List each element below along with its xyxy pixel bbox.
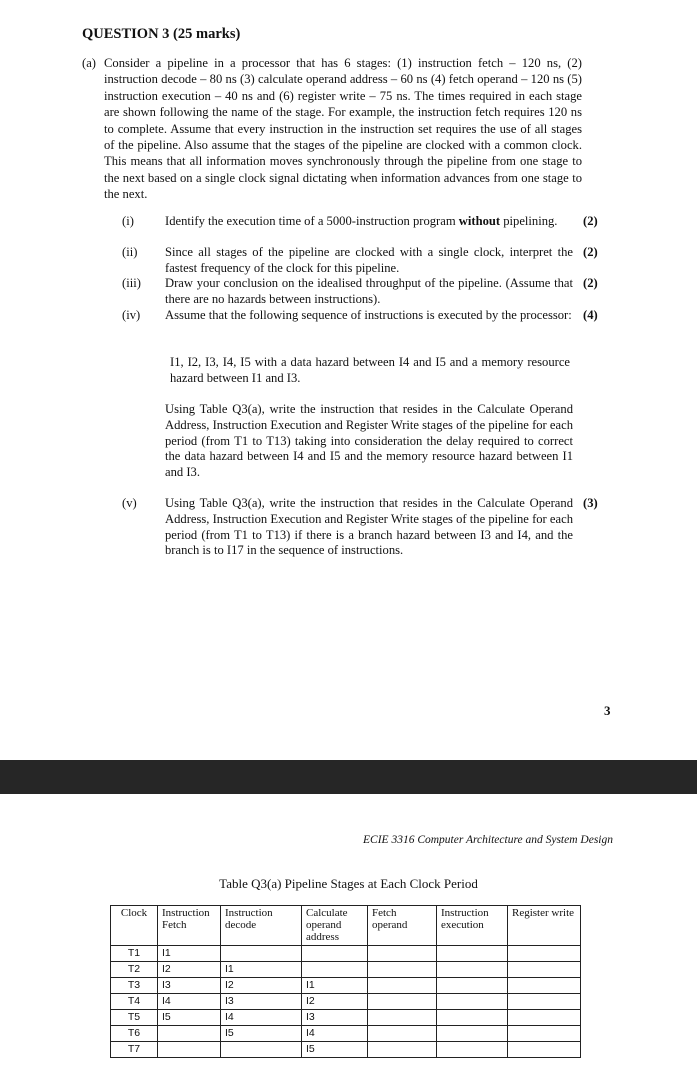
stage-cell [437, 962, 508, 978]
clock-cell: T6 [111, 1026, 158, 1042]
stage-cell [158, 1026, 221, 1042]
part-a-paragraph [82, 55, 582, 203]
stage-cell [508, 1010, 581, 1026]
table-header-row [111, 906, 581, 946]
page-separator [0, 760, 697, 794]
stage-cell [302, 962, 368, 978]
pipeline-table [110, 905, 581, 1058]
emphasis-without: without [458, 214, 501, 228]
header-instruction-execution: Instruction execution [437, 906, 508, 946]
stage-cell [368, 978, 437, 994]
stage-cell: I2 [302, 994, 368, 1010]
stage-cell [368, 994, 437, 1010]
stage-cell [302, 946, 368, 962]
stage-cell: I1 [158, 946, 221, 962]
header-instruction-decode: Instruction decode [221, 906, 302, 946]
question-iv-sequence: I1, I2, I3, I4, I5 with a data hazard between I4 and I5 and a memory resource hazard between I1 and I3. [170, 355, 570, 385]
table-caption: Table Q3(a) Pipeline Stages at Each Clock Period [219, 876, 478, 891]
stage-cell: I2 [221, 978, 302, 994]
stage-cell [368, 1010, 437, 1026]
stage-cell: I4 [158, 994, 221, 1010]
table-row [111, 1042, 581, 1058]
header-clock: Clock [111, 906, 158, 946]
question-marks: (2) [583, 214, 598, 228]
stage-cell: I3 [158, 978, 221, 994]
stage-cell [221, 1042, 302, 1058]
stage-cell: I3 [221, 994, 302, 1010]
stage-cell [437, 978, 508, 994]
clock-cell: T3 [111, 978, 158, 994]
clock-cell: T4 [111, 994, 158, 1010]
question-marks: (4) [583, 308, 598, 322]
stage-cell [368, 962, 437, 978]
table-row [111, 1010, 581, 1026]
question-number: (ii) [122, 245, 138, 259]
question-text: Since all stages of the pipeline are clocked with a single clock, interpret the fastest frequency of the clock for this pipeline. [165, 245, 573, 275]
stage-cell: I4 [221, 1010, 302, 1026]
stage-cell [508, 962, 581, 978]
stage-cell: I4 [302, 1026, 368, 1042]
question-text-part: pipelining. [500, 214, 558, 228]
part-a-label: (a) [82, 56, 96, 70]
stage-cell [368, 946, 437, 962]
stage-cell [437, 1026, 508, 1042]
question-text: Assume that the following sequence of instructions is executed by the processor: [165, 308, 572, 322]
stage-cell [508, 978, 581, 994]
table-row [111, 1026, 581, 1042]
stage-cell: I2 [158, 962, 221, 978]
exam-page-2 [0, 794, 697, 1080]
table-row [111, 994, 581, 1010]
stage-cell [508, 994, 581, 1010]
question-iv-instruction: Using Table Q3(a), write the instruction that resides in the Calculate Operand Address, Instruction Execution and Register Write stages of the pipeline for each period (from T1 to T13) taking into consideration the delay required to correct the data hazard between I4 and I5 and the memory resource hazard between I1 and I3. [165, 402, 573, 480]
stage-cell: I1 [221, 962, 302, 978]
course-header: ECIE 3316 Computer Architecture and System Design [363, 834, 613, 846]
header-fetch-operand: Fetch operand [368, 906, 437, 946]
stage-cell [437, 994, 508, 1010]
stage-cell: I5 [221, 1026, 302, 1042]
question-marks: (2) [583, 245, 598, 259]
question-marks: (2) [583, 276, 598, 290]
stage-cell [437, 946, 508, 962]
page-number: 3 [604, 703, 611, 718]
question-text [165, 214, 573, 230]
stage-cell [437, 1042, 508, 1058]
stage-cell [221, 946, 302, 962]
question-text: Using Table Q3(a), write the instruction that resides in the Calculate Operand Address, Instruction Execution and Register Write stages of the pipeline for each period (from T1 to T13) if there is a branch hazard between I3 and I4, and the branch is to I17 in the sequence of instructions. [165, 496, 573, 558]
stage-cell [368, 1026, 437, 1042]
question-number: (iv) [122, 308, 141, 322]
stage-cell: I3 [302, 1010, 368, 1026]
question-number: (v) [122, 496, 137, 510]
stage-cell [158, 1042, 221, 1058]
header-register-write: Register write [508, 906, 581, 946]
clock-cell: T5 [111, 1010, 158, 1026]
clock-cell: T2 [111, 962, 158, 978]
stage-cell [437, 1010, 508, 1026]
stage-cell [508, 946, 581, 962]
question-title: QUESTION 3 (25 marks) [82, 26, 241, 42]
header-calculate-operand-address: Calculate operand address [302, 906, 368, 946]
stage-cell: I5 [302, 1042, 368, 1058]
question-number: (i) [122, 214, 134, 228]
table-row [111, 978, 581, 994]
question-marks: (3) [583, 496, 598, 510]
stage-cell [368, 1042, 437, 1058]
clock-cell: T7 [111, 1042, 158, 1058]
table-row [111, 962, 581, 978]
question-number: (iii) [122, 276, 141, 290]
table-row [111, 946, 581, 962]
stage-cell [508, 1042, 581, 1058]
stage-cell: I5 [158, 1010, 221, 1026]
header-instruction-fetch: Instruction Fetch [158, 906, 221, 946]
clock-cell: T1 [111, 946, 158, 962]
part-a-text: Consider a pipeline in a processor that has 6 stages: (1) instruction fetch – 120 ns, (2) instruction decode – 80 ns (3) calculate operand address – 60 ns (4) fetch operand – 120 ns (5) instruction execution – 40 ns and (6) register write – 75 ns. The times required in each stage are shown following the name of the stage. For example, the instruction fetch requires 120 ns to complete. Assume that every instruction in the instruction set requires the use of all stages of the pipeline. Also assume that the stages of the pipeline are clocked with a common clock. This means that all information moves synchronously through the pipeline from one stage to the next based on a single clock signal dictating when information advances from one stage to the next. [104, 56, 582, 202]
question-text: Draw your conclusion on the idealised throughput of the pipeline. (Assume that there are no hazards between instructions). [165, 276, 573, 306]
stage-cell: I1 [302, 978, 368, 994]
stage-cell [508, 1026, 581, 1042]
question-text-part: Identify the execution time of a 5000-instruction program [165, 214, 459, 228]
